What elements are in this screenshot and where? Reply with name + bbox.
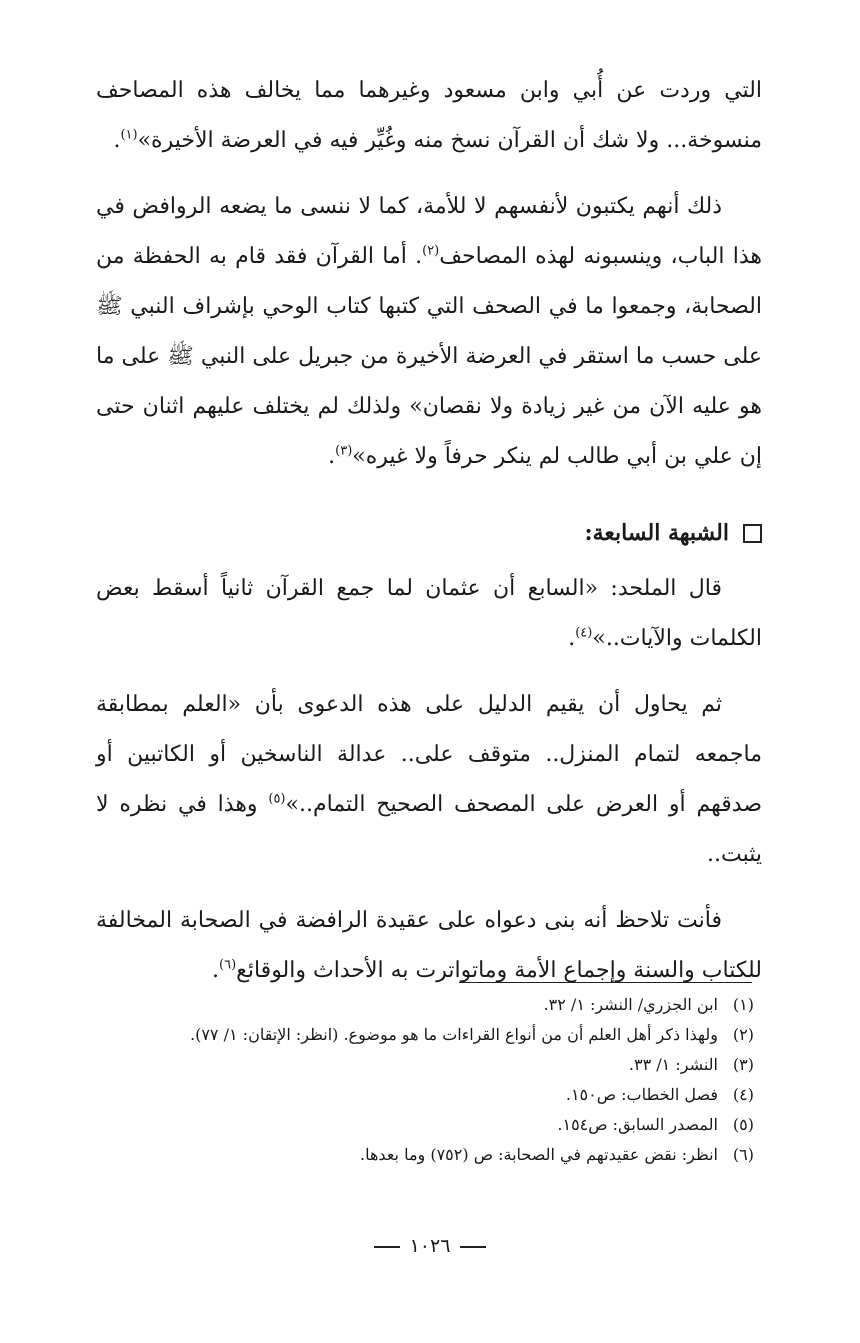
footnote-item: [54, 1020, 754, 1050]
footnote-divider: [459, 982, 752, 983]
footnote-number: (١): [732, 995, 754, 1014]
section-heading: [96, 508, 762, 558]
footnote-number: (٦): [732, 1145, 754, 1164]
footnote-ref-3: (٣): [335, 443, 353, 459]
footnote-number: (٥): [732, 1115, 754, 1134]
section-heading-text: الشبهة السابعة:: [584, 520, 729, 546]
footnotes: [54, 990, 754, 1170]
page-number-dash-right: [460, 1246, 486, 1248]
footnote-item: [54, 1080, 754, 1110]
paragraph-5: فأنت تلاحظ أنه بنى دعواه على عقيدة الرافضة في الصحابة المخالفة للكتاب والسنة وإجماع الأمة وماتواترت به الأحداث والوقائع$^{(٦)}$.: [96, 908, 762, 983]
paragraph-1: التي وردت عن أُبي وابن مسعود وغيرهما مما يخالف هذه المصاحف منسوخة... ولا شك أن القرآن نسخ منه وغُيِّر فيه في العرضة الأخيرة»$^{(١)}$.: [96, 78, 762, 153]
paragraph-1-text: التي وردت عن أُبي وابن مسعود وغيرهما مما يخالف هذه المصاحف منسوخة... ولا شك أن القرآن نسخ منه وغُيِّر فيه في العرضة الأخيرة»: [96, 78, 762, 153]
footnote-text: فصل الخطاب: ص١٥٠.: [565, 1085, 718, 1104]
main-text: [96, 66, 762, 996]
footnote-text: النشر: ١/ ٣٣.: [628, 1055, 718, 1074]
footnote-item: [54, 990, 754, 1020]
paragraph-5-text: فأنت تلاحظ أنه بنى دعواه على عقيدة الرافضة في الصحابة المخالفة للكتاب والسنة وإجماع الأمة وماتواترت به الأحداث والوقائع: [96, 908, 762, 983]
footnote-item: [54, 1110, 754, 1140]
footnote-item: [54, 1050, 754, 1080]
footnote-number: (٢): [732, 1025, 754, 1044]
footnote-ref-2: (٢): [422, 243, 440, 259]
footnote-ref-1: (١): [120, 127, 138, 143]
footnote-number: (٣): [732, 1055, 754, 1074]
page-number-dash-left: [374, 1246, 400, 1248]
footnote-item: [54, 1140, 754, 1170]
footnote-number: (٤): [732, 1085, 754, 1104]
footnote-text: انظر: نقض عقيدتهم في الصحابة: ص (٧٥٢) وما بعدها.: [360, 1145, 718, 1164]
paragraph-2: ذلك أنهم يكتبون لأنفسهم لا للأمة، كما لا ننسى ما يضعه الروافض في هذا الباب، وينسبونه لهذه المصاحف$^{(٢)}$. أما القرآن فقد قام به الحفظة من الصحابة، وجمعوا ما في الصحف التي كتبها كتاب الوحي بإشراف النبي ﷺ على حسب ما استقر في العرضة الأخيرة من جبريل على النبي ﷺ على ما هو عليه الآن من غير زيادة ولا نقصان» ولذلك لم يختلف عليهم اثنان حتى إن علي بن أبي طالب لم ينكر حرفاً ولا غيره»$^{(٣)}$.: [96, 194, 762, 469]
footnote-text: ولهذا ذكر أهل العلم أن من أنواع القراءات ما هو موضوع. (انظر: الإتقان: ١/ ٧٧).: [190, 1025, 718, 1044]
footnote-ref-6: (٦): [219, 957, 237, 973]
footnote-ref-5: (٥): [268, 791, 286, 807]
paragraph-3-text: قال الملحد: «السابع أن عثمان لما جمع القرآن ثانياً أسقط بعض الكلمات والآيات..»: [96, 576, 762, 651]
footnote-text: المصدر السابق: ص١٥٤.: [557, 1115, 718, 1134]
paragraph-4: [96, 680, 762, 880]
page-number-text: ١٠٢٦: [409, 1235, 451, 1257]
paragraph-2-text-b: . أما القرآن فقد قام به الحفظة من الصحابة، وجمعوا ما في الصحف التي كتبها كتاب الوحي بإشراف النبي ﷺ على حسب ما استقر في العرضة الأخيرة من جبريل على النبي ﷺ على ما هو عليه الآن من غير زيادة ولا نقصان» ولذلك لم يختلف عليهم اثنان حتى إن علي بن أبي طالب لم ينكر حرفاً ولا غيره»: [96, 244, 762, 469]
checkbox-icon: [743, 524, 762, 543]
paragraph-4-text-b: وهذا في نظره لا يثبت..: [96, 792, 762, 867]
paragraph-2-text-a: ذلك أنهم يكتبون لأنفسهم لا للأمة، كما لا ننسى ما يضعه الروافض في هذا الباب، وينسبونه لهذه المصاحف: [96, 194, 762, 269]
footnote-text: ابن الجزري/ النشر: ١/ ٣٢.: [543, 995, 718, 1014]
page-number: [0, 1235, 860, 1257]
paragraph-3: قال الملحد: «السابع أن عثمان لما جمع القرآن ثانياً أسقط بعض الكلمات والآيات..»$^{(٤)}$.: [96, 576, 762, 651]
footnote-ref-4: (٤): [575, 625, 593, 641]
paragraph-4-text-a: ثم يحاول أن يقيم الدليل على هذه الدعوى بأن «العلم بمطابقة ماجمعه لتمام المنزل.. متوقف على.. عدالة الناسخين أو الكاتبين أو صدقهم أو العرض على المصحف الصحيح التمام..»: [96, 692, 762, 817]
